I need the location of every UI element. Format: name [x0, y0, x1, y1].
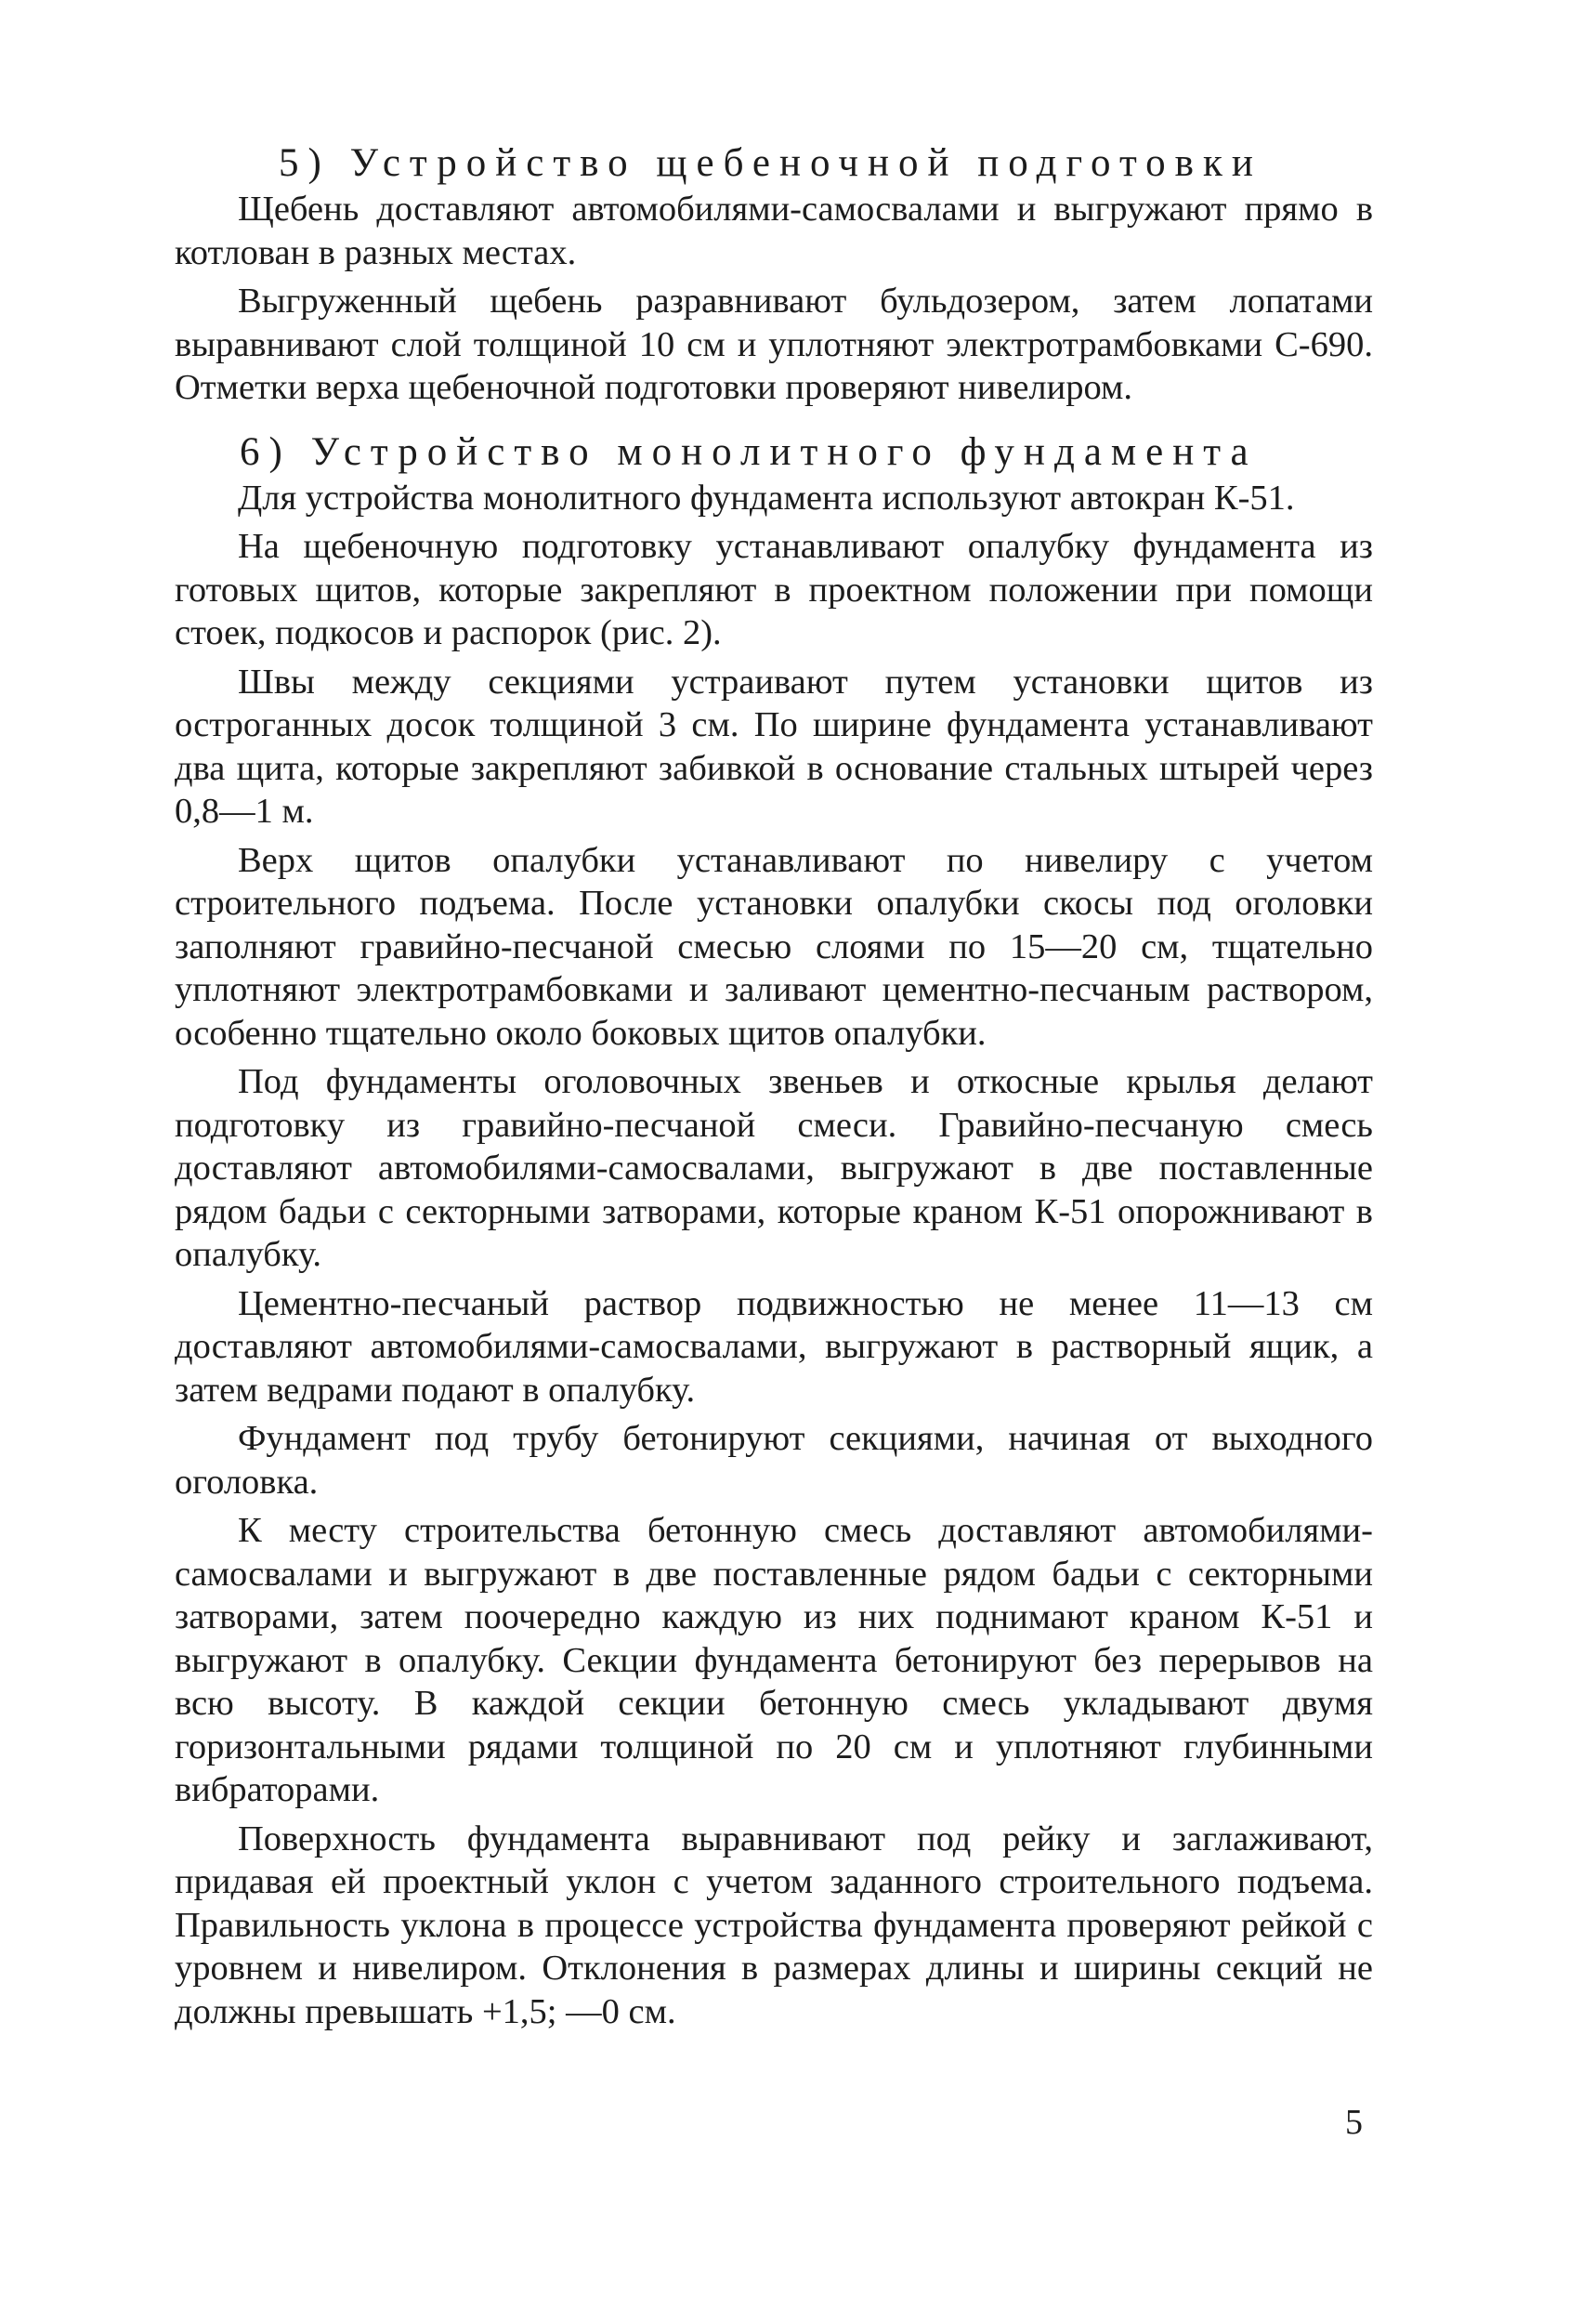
paragraph: Швы между секциями устраивают путем установки щитов из острoганных досок толщиной 3 см. По ширине фундамента устанавливают два щита, которые закрепляют забивкой в основание стальных штырей через 0,8—1 м.	[175, 662, 1373, 831]
paragraph: Поверхность фундамента выравнивают под рейку и заглаживают, придавая ей проектный уклон с учетом заданного строительного подъема. Правильность уклона в процессе устройства фундамента проверяют рейкой с уровнем и нивелиром. Отклонения в размерах длины и ширины секций не должны превышать +1,5; —0 см.	[175, 1818, 1373, 2031]
paragraph: Фундамент под трубу бетонируют секциями, начиная от выходного оголовка.	[175, 1419, 1373, 1502]
page-number: 5	[1345, 2103, 1363, 2142]
text-column	[175, 141, 1373, 2033]
paragraph: Щебень доставляют автомобилями-самосвалами и выгружают прямо в котлован в разных местах.	[175, 190, 1373, 272]
paragraph: Под фундаменты оголовочных звеньев и откосные крылья делают подготовку из гравийно-песчаной смеси. Гравийно-песчаную смесь доставляют автомобилями-самосвалами, выгружают в две поставленные рядом бадьи с секторными затворами, которые краном К-51 опорожнивают в опалубку.	[175, 1062, 1373, 1274]
section-heading-6: 6) Устройство монолитного фундамента	[240, 429, 1258, 474]
section-heading-5: 5) Устройство щебеночной подготовки	[279, 141, 1262, 185]
paragraph: Выгруженный щебень разравнивают бульдозером, затем лопатами выравнивают слой толщиной 10 см и уплотняют электротрамбовками С-690. Отметки верха щебеночной подготовки проверяют нивелиром.	[175, 282, 1373, 407]
paragraph: К месту строительства бетонную смесь доставляют автомобилями-самосвалами и выгружают в две поставленные рядом бадьи с секторными затворами, затем поочередно каждую из них поднимают краном К-51 и выгружают в опалубку. Секции фундамента бетонируют без перерывов на всю высоту. В каждой секции бетонную смесь укладывают двумя горизонтальными рядами толщиной по 20 см и уплотняют глубинными вибраторами.	[175, 1511, 1373, 1809]
paragraph: На щебеночную подготовку устанавливают опалубку фундамента из готовых щитов, которые закрепляют в проектном положении при помощи стоек, подкосов и распорок (рис. 2).	[175, 527, 1373, 652]
paragraph: Для устройства монолитного фундамента используют автокран К-51.	[238, 478, 1295, 518]
paragraph: Цементно-песчаный раствор подвижностью не менее 11—13 см доставляют автомобилями-самосвалами, выгружают в растворный ящик, а затем ведрами подают в опалубку.	[175, 1283, 1373, 1410]
paragraph: Верх щитов опалубки устанавливают по нивелиру с учетом строительного подъема. После установки опалубки скосы под оголовки заполняют гравийно-песчаной смесью слоями по 15—20 см, тщательно уплотняют электротрамбовками и заливают цементно-песчаным раствором, особенно тщательно около боковых щитов опалубки.	[175, 840, 1373, 1053]
